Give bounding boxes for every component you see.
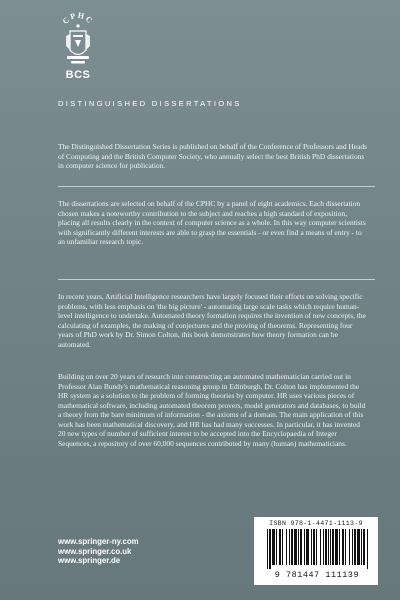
barcode-label <box>254 517 378 585</box>
website-link[interactable]: www.springer-ny.com <box>58 537 139 546</box>
divider <box>58 279 375 280</box>
isbn-text: ISBN 978-1-4471-1113-9 <box>269 520 363 527</box>
series-title: DISTINGUISHED DISSERTATIONS <box>58 99 242 108</box>
website-link[interactable]: www.springer.co.uk <box>58 546 132 556</box>
barcode-icon <box>266 529 370 569</box>
svg-text:CPHC <box>61 11 95 26</box>
logo-subtitle: BCS <box>65 69 91 81</box>
barcode-digits: 9 781447 111139 <box>274 570 360 580</box>
divider <box>58 186 375 187</box>
cphc-crest-icon <box>58 10 98 68</box>
paragraph-selection: The dissertations are selected on behalf of the CPHC by a panel of eight academics. Each dissertation chosen makes a noteworthy contribution to the subject and reaches a high standard of exposition, placing all results clearly in the context of computer science as a whole. In this way computer scientists with significantly different interests are able to grasp the essentials - or even find a means of entry - to an unfamiliar research topic. <box>58 199 366 246</box>
cphc-bcs-logo <box>58 10 98 88</box>
publisher-websites <box>58 537 139 566</box>
website-link[interactable]: www.springer.de <box>58 556 121 566</box>
logo-arc-text: CPHC <box>60 10 96 26</box>
paragraph-series-intro: The Distinguished Dissertation Series is published on behalf of the Conference of Professors and Heads of Computing and the British Computer Society, who annually select the best British PhD dissertations in computer science for publication. <box>58 142 368 170</box>
paragraph-hr-system: Building on over 20 years of research into constructing an automated mathematician carried out in Professor Alan Bundy's mathematical reasoning group in Edinburgh, Dr. Colton has implemented the HR system as a solution to the problem of forming theories by computer. HR uses various pieces of mathematical software, including automated theorem provers, model generators and databases, to build a theory from the bare minimum of information - the axioms of a domain. The main application of this work has been mathematical discovery, and HR has had many successes. In particular, it has invented 20 new types of number of sufficient interest to be accepted into the Encyclopaedia of Integer Sequences, a repository of over 60,000 sequences contributed by many (human) mathematicians. <box>58 372 366 448</box>
paragraph-book-summary: In recent years, Artificial Intelligence researchers have largely focused their efforts on solving specific problems, with less emphasis on 'the big picture' - automating large scale tasks which require human-level intelligence to undertake. Automated theory formation requires the invention of new concepts, the calculating of examples, the making of conjectures and the proving of theorems. Representing four years of PhD work by Dr. Simon Colton, this book demonstrates how theory formation can be automated. <box>58 292 366 349</box>
